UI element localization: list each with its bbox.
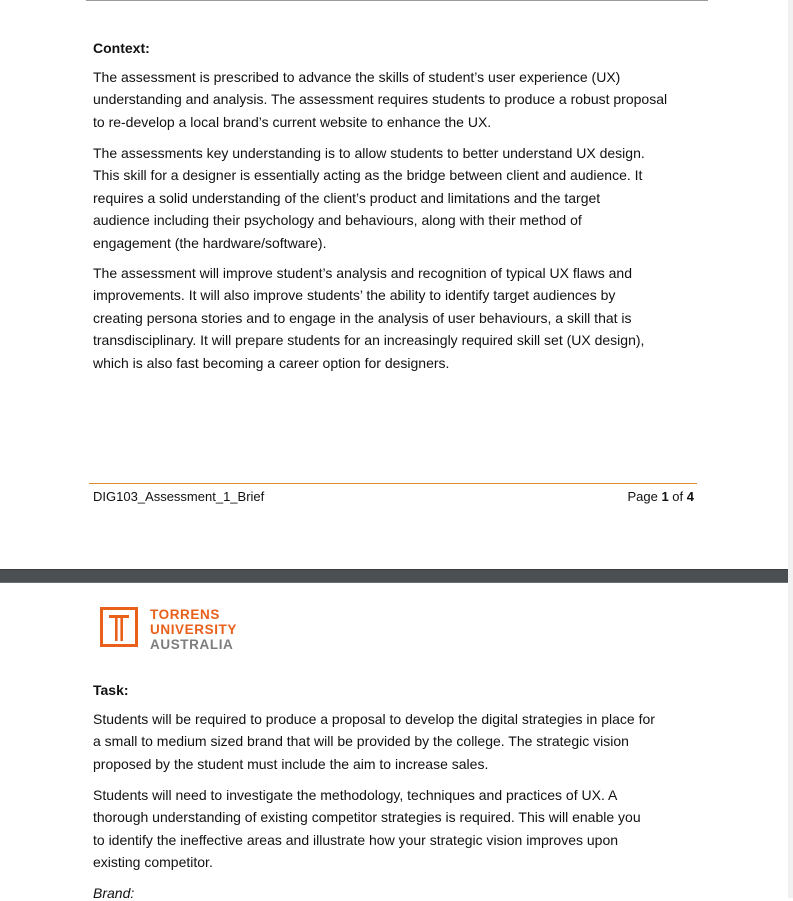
torrens-university-logo (100, 607, 237, 652)
context-heading: Context: (93, 40, 150, 56)
page-separator (0, 569, 788, 584)
torrens-logo-icon (100, 607, 138, 647)
task-paragraph-2: Students will need to investigate the methodology, techniques and practices of UX. A thorough understanding of existing competitor strategies is required. This will enable you to identify the ineffective areas and illustrate how your strategic vision improves upon existing competitor. (93, 787, 641, 871)
brand-heading: Brand: (93, 885, 135, 901)
footer-document-name: DIG103_Assessment_1_Brief (93, 489, 265, 504)
footer-divider (89, 483, 697, 484)
task-paragraph-1: Students will be required to produce a proposal to develop the digital strategies in place for a small to medium sized brand that will be provided by the college. The strategic vision proposed by the student must include the aim to increase sales. (93, 711, 655, 772)
header-divider (86, 0, 708, 1)
task-heading: Task: (93, 682, 129, 698)
viewer-scroll-area (788, 0, 793, 898)
context-paragraph-3: The assessment will improve student’s analysis and recognition of typical UX flaws and improvements. It will also improve students’ the ability to identify target audiences by creating persona stories and to engage in the analysis of user behaviours, a skill that is transdisciplinary. It will prepare students for an increasingly required skill set (UX design), which is also fast becoming a career option for designers. (93, 265, 645, 371)
logo-wordmark: TORRENS UNIVERSITY AUSTRALIA (150, 607, 238, 652)
document-page-2 (0, 583, 788, 901)
footer-page-number: Page 1 of 4 (627, 489, 694, 504)
context-paragraph-1: The assessment is prescribed to advance the skills of student’s user experience (UX) understanding and analysis. The assessment requires students to produce a robust proposal to re-develop a local brand’s current website to enhance the UX. (93, 69, 668, 130)
context-paragraph-2: The assessments key understanding is to allow students to better understand UX design. This skill for a designer is essentially acting as the bridge between client and audience. It requires a solid understanding of the client’s product and limitations and the target audience including their psychology and behaviours, along with their method of engagement (the hardware/software). (93, 145, 645, 251)
